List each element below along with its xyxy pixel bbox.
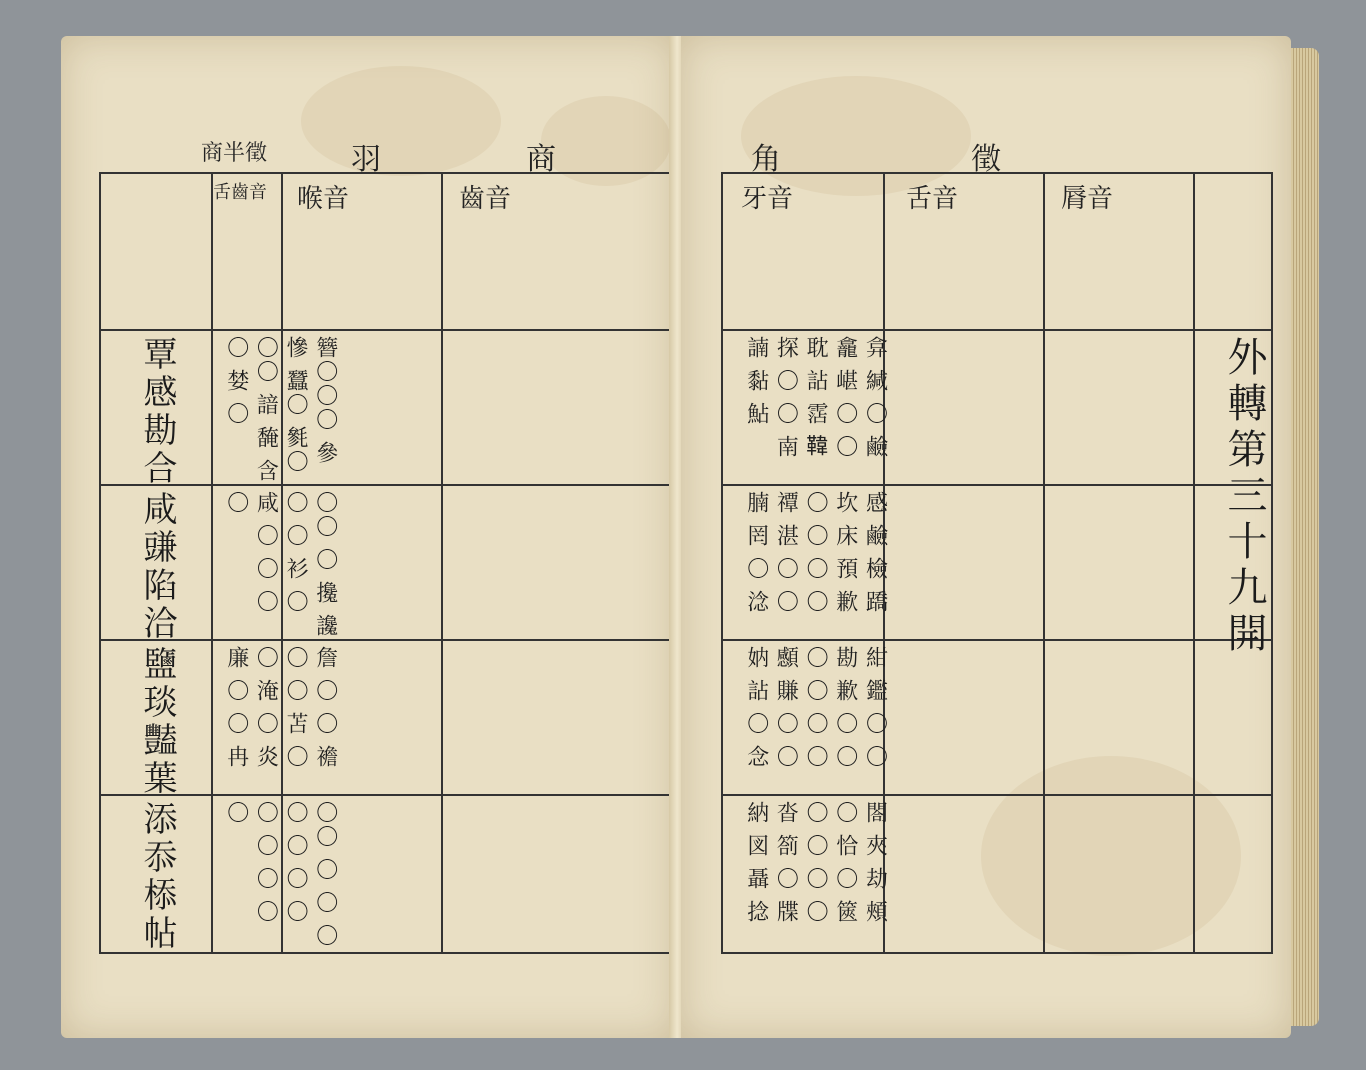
water-stain — [301, 66, 501, 176]
col-header-ya-yin: 牙音 — [741, 184, 794, 214]
open-book — [55, 28, 1325, 1048]
zhi-header: 徵 — [971, 142, 1001, 177]
shang-header: 商 — [526, 142, 556, 177]
char-row-3: 詹 〇 〇 襜 〇 〇 苫 〇 〇 淹 〇 炎 廉 〇 〇 冉 — [223, 646, 338, 769]
right-page — [681, 36, 1291, 1038]
rhyme-row-4: 添忝㮇帖 — [137, 801, 177, 953]
page-edges — [1291, 48, 1319, 1026]
char-row-3: 紺 鑑 〇 〇 勘 歉 〇 〇 〇 〇 〇 〇 䫲 賺 〇 〇 妠 詀 〇 念 — [743, 646, 888, 769]
char-row-2: 〇〇 〇 攙 讒 〇 〇 衫 〇 咸 〇 〇 〇 〇 — [223, 491, 338, 638]
rime-table-left — [99, 172, 675, 954]
col-header-banshe-banchi: 舌齒音 — [213, 182, 267, 203]
char-row-2: 感 鹼 檢 蹻 坎 床 預 歉 〇 〇 〇 〇 禫 湛 〇 〇 腩 罔 〇 淰 — [743, 491, 888, 614]
chart-title: 外轉第三十九開 — [1221, 336, 1267, 658]
left-page — [61, 36, 675, 1038]
char-row-1: 弇 緘 〇 鹼 龕 嵁 〇 〇 耽 詀 霑 𩋾 探 〇 〇 南 諵 黏 鮎 — [743, 336, 888, 459]
rhyme-row-2: 咸豏陷洽 — [137, 491, 177, 643]
jue-header: 角 — [751, 142, 781, 177]
small-note-header: 商半徵 — [201, 141, 268, 166]
char-row-4: 〇〇 〇 〇 〇 〇 〇 〇 〇 〇 〇 〇 〇 〇 — [223, 801, 338, 948]
col-header-hou-yin: 喉音 — [297, 184, 350, 214]
col-header-she-yin: 舌音 — [906, 184, 959, 214]
col-header-chun-yin: 脣音 — [1061, 184, 1114, 214]
rhyme-row-3: 鹽琰豔葉 — [137, 646, 177, 798]
char-row-4: 閤 夾 劫 頰 〇 恰 〇 篋 〇 〇 〇 〇 沓 箚 〇 牒 納 図 聶 捻 — [743, 801, 888, 924]
col-header-chi-yin: 齒音 — [459, 184, 512, 214]
yu-header: 羽 — [351, 142, 381, 177]
char-row-1: 簪〇〇〇 參慘 蠶〇 毿〇 〇〇 諳 馣 含 〇 婪 〇 — [223, 336, 338, 483]
rhyme-row-1: 覃感勘合 — [137, 336, 177, 488]
